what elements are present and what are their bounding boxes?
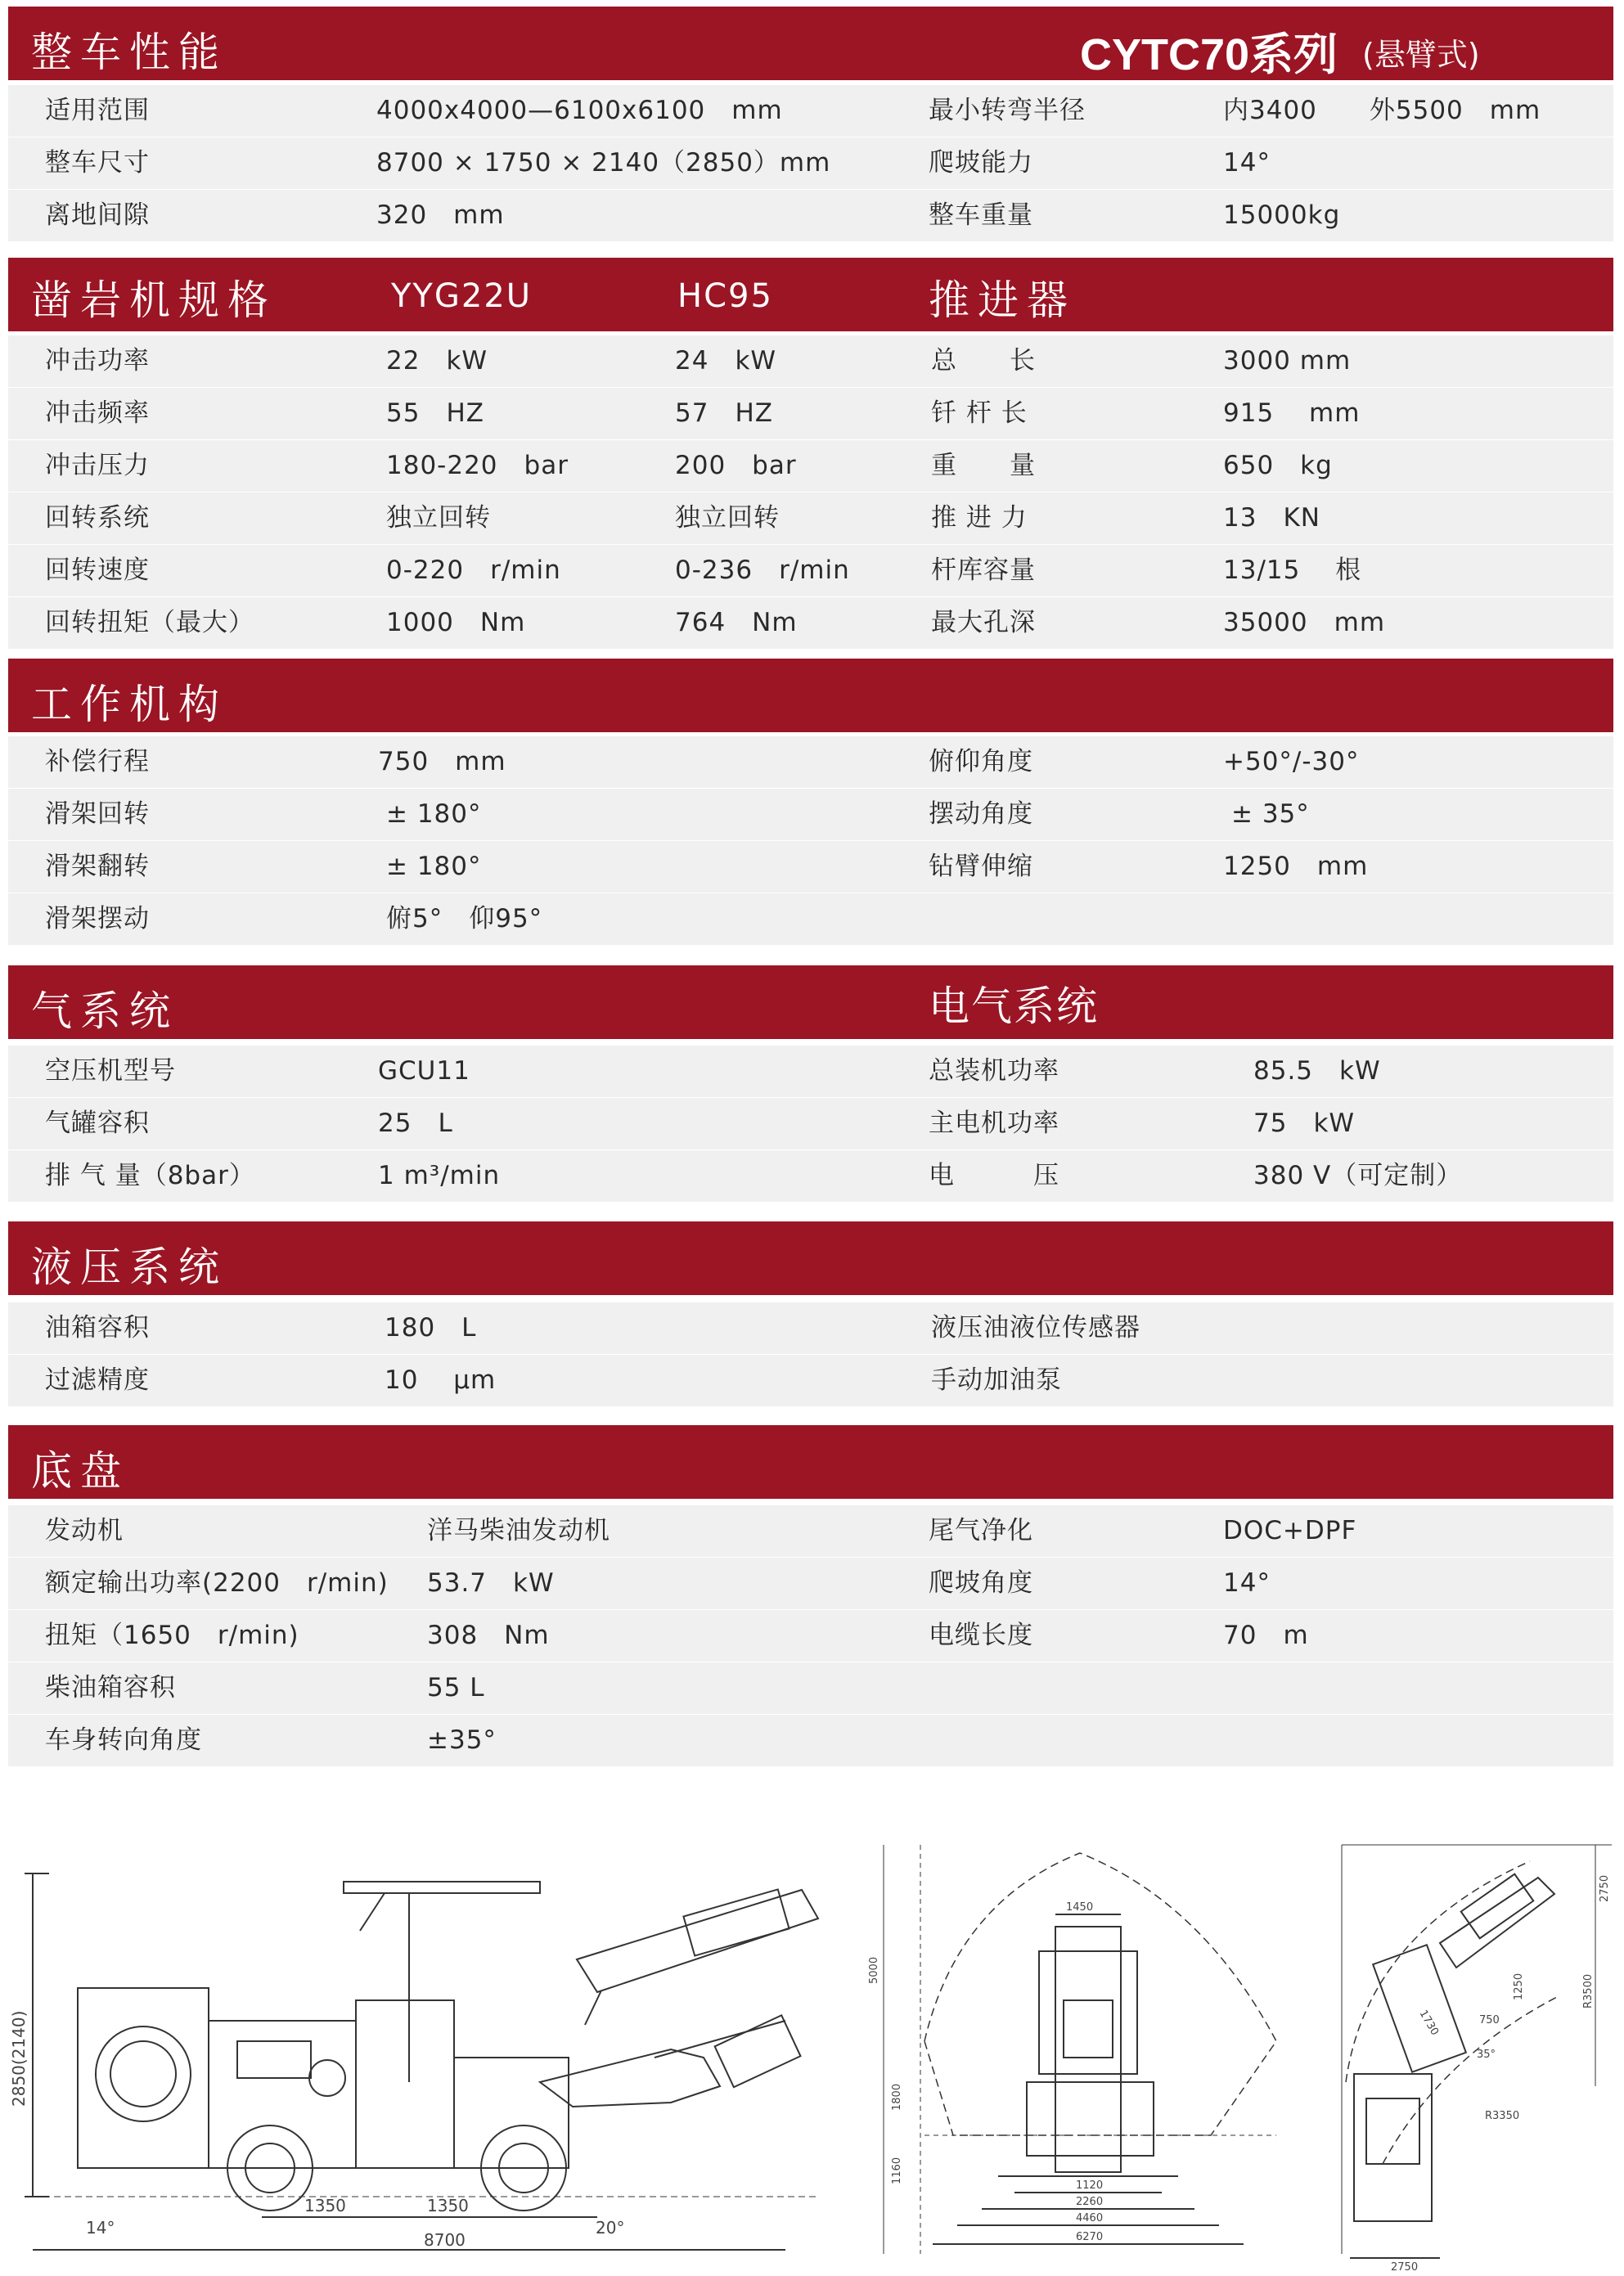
drawing-label: 1250 <box>1513 1972 1525 2000</box>
spec-value: 8700 × 1750 × 2140（2850）mm <box>376 148 831 178</box>
spec-value: 0-220 r/min <box>386 556 561 585</box>
spec-value: 53.7 kW <box>427 1568 555 1598</box>
table-row <box>8 789 1613 841</box>
table-row <box>8 1558 1613 1610</box>
spec-value: 320 mm <box>376 200 505 230</box>
table-row <box>8 137 1613 190</box>
spec-value: 13/15 根 <box>1223 556 1362 585</box>
table-row <box>8 1662 1613 1715</box>
spec-value: 35000 mm <box>1223 608 1386 637</box>
side-view-drawing <box>25 1873 818 2250</box>
drill-spec-table <box>8 335 1613 650</box>
spec-value: 10 μm <box>385 1365 497 1395</box>
spec-value: ±35° <box>427 1725 497 1755</box>
chassis-spec-table <box>8 1505 1613 1767</box>
drawing-label: 1350 <box>304 2196 346 2215</box>
table-row <box>8 1150 1613 1203</box>
table-row <box>8 736 1613 789</box>
drawing-label: 8700 <box>424 2230 466 2250</box>
spec-value: 85.5 kW <box>1253 1056 1381 1086</box>
spec-value: 13 KN <box>1223 503 1320 533</box>
spec-value: 0-236 r/min <box>675 556 850 585</box>
chassis-section-header <box>8 1425 1613 1499</box>
spec-label: 整车重量 <box>929 200 1033 230</box>
spec-label: 杆库容量 <box>931 556 1036 585</box>
table-row <box>8 1610 1613 1662</box>
spec-label: 冲击频率 <box>45 398 150 428</box>
spec-label: 补偿行程 <box>45 747 150 776</box>
air-section-title: 气系统 <box>31 987 178 1035</box>
spec-value: 24 kW <box>675 346 777 376</box>
spec-value: 独立回转 <box>675 503 780 533</box>
spec-label: 柴油箱容积 <box>45 1673 176 1703</box>
drawing-canvas <box>0 1812 1624 2273</box>
table-row <box>8 493 1613 545</box>
drawing-label: 750 <box>1479 2014 1500 2026</box>
chassis-section-title: 底盘 <box>31 1447 129 1495</box>
model-type: (悬臂式) <box>1362 37 1480 73</box>
spec-label: 油箱容积 <box>45 1313 150 1343</box>
vehicle-section-header <box>8 7 1613 80</box>
spec-value: 70 m <box>1223 1621 1309 1650</box>
vehicle-spec-table <box>8 85 1613 242</box>
spec-label: 尾气净化 <box>929 1516 1033 1545</box>
drill-section-header <box>8 258 1613 331</box>
drawing-label: 1350 <box>427 2196 469 2215</box>
spec-label: 整车尺寸 <box>45 148 150 178</box>
spec-value: 25 L <box>378 1109 453 1138</box>
drawing-label: 2850(2140) <box>9 2010 29 2107</box>
spec-value: 俯5° 仰95° <box>386 904 543 933</box>
spec-label: 车身转向角度 <box>45 1725 202 1755</box>
spec-value: GCU11 <box>378 1056 470 1086</box>
hydraulic-spec-table <box>8 1302 1613 1407</box>
feed-section-title: 推进器 <box>929 277 1076 324</box>
table-row <box>8 388 1613 440</box>
spec-value: 15000kg <box>1223 200 1341 230</box>
drawing-label: 4460 <box>1076 2212 1104 2224</box>
spec-value: 55 L <box>427 1673 485 1703</box>
drawing-label: 1160 <box>891 2157 903 2184</box>
hydraulic-section-header <box>8 1221 1613 1295</box>
spec-value: 洋马柴油发动机 <box>427 1516 610 1545</box>
drawing-label: 2750 <box>1391 2261 1419 2273</box>
spec-value: 380 V（可定制） <box>1253 1161 1463 1190</box>
spec-value: 内3400 外5500 mm <box>1223 96 1541 125</box>
spec-label: 过滤精度 <box>45 1365 150 1395</box>
spec-label: 总装机功率 <box>929 1056 1059 1086</box>
spec-value: ± 180° <box>386 852 482 881</box>
drawing-label: 1730 <box>1416 2008 1442 2038</box>
spec-label: 俯仰角度 <box>929 747 1033 776</box>
drawing-label: 14° <box>86 2218 115 2238</box>
spec-value: 57 HZ <box>675 398 773 428</box>
spec-value: 1000 Nm <box>386 608 526 637</box>
spec-label: 爬坡能力 <box>929 148 1033 178</box>
spec-label: 扭矩（1650 r/min) <box>45 1621 299 1650</box>
table-row <box>8 190 1613 242</box>
spec-value: ± 180° <box>386 799 482 829</box>
spec-value: 180 L <box>385 1313 477 1343</box>
spec-label: 钎 杆 长 <box>931 398 1028 428</box>
spec-value: ± 35° <box>1231 799 1310 829</box>
spec-label: 最大孔深 <box>931 608 1036 637</box>
spec-value: 915 mm <box>1223 398 1361 428</box>
spec-label: 发动机 <box>45 1516 124 1545</box>
spec-label: 回转系统 <box>45 503 150 533</box>
spec-label: 爬坡角度 <box>929 1568 1033 1598</box>
spec-value: 764 Nm <box>675 608 798 637</box>
drawing-label: R3350 <box>1485 2110 1520 2122</box>
electric-section-title: 电气系统 <box>929 983 1099 1030</box>
spec-value: DOC+DPF <box>1223 1516 1357 1545</box>
spec-label: 滑架摆动 <box>45 904 150 933</box>
spec-label: 钻臂伸缩 <box>929 852 1033 881</box>
spec-label: 液压油液位传感器 <box>931 1313 1140 1343</box>
spec-value: 4000x4000—6100x6100 mm <box>376 96 783 125</box>
work-section-header <box>8 659 1613 732</box>
table-row <box>8 85 1613 137</box>
spec-label: 推 进 力 <box>931 503 1028 533</box>
table-row <box>8 545 1613 597</box>
drawing-label: 6270 <box>1076 2231 1104 2243</box>
spec-value: 14° <box>1223 1568 1271 1598</box>
hydraulic-section-title: 液压系统 <box>31 1244 227 1291</box>
drill-model-a: YYG22U <box>391 277 533 315</box>
table-row <box>8 1046 1613 1098</box>
spec-value: 650 kg <box>1223 451 1333 480</box>
drawing-label: 1120 <box>1076 2179 1104 2192</box>
drawing-label: 20° <box>596 2218 625 2238</box>
table-row <box>8 1302 1613 1355</box>
spec-value: 1 m³/min <box>378 1161 501 1190</box>
spec-label: 重 量 <box>931 451 1036 480</box>
drawing-label: 1450 <box>1066 1901 1094 1914</box>
vehicle-section-title: 整车性能 <box>31 29 227 76</box>
spec-label: 手动加油泵 <box>931 1365 1062 1395</box>
table-row <box>8 597 1613 650</box>
drawing-label: 35° <box>1477 2049 1496 2061</box>
spec-value: +50°/-30° <box>1223 747 1360 776</box>
drill-section-title: 凿岩机规格 <box>31 277 277 324</box>
drawing-label: 2750 <box>1599 1874 1611 1902</box>
spec-label: 电缆长度 <box>929 1621 1033 1650</box>
table-row <box>8 893 1613 946</box>
table-row <box>8 440 1613 493</box>
drawing-label: 1800 <box>891 2083 903 2111</box>
spec-value: 22 kW <box>386 346 488 376</box>
spec-label: 回转扭矩（最大） <box>45 608 254 637</box>
spec-label: 总 长 <box>931 346 1036 376</box>
spec-label: 回转速度 <box>45 556 150 585</box>
drill-model-b: HC95 <box>677 277 773 315</box>
spec-value: 180-220 bar <box>386 451 569 480</box>
table-row <box>8 335 1613 388</box>
spec-label: 滑架翻转 <box>45 852 150 881</box>
work-section-title: 工作机构 <box>31 681 227 728</box>
spec-label: 适用范围 <box>45 96 150 125</box>
spec-value: 1250 mm <box>1223 852 1369 881</box>
table-row <box>8 1505 1613 1558</box>
spec-value: 独立回转 <box>386 503 491 533</box>
spec-label: 滑架回转 <box>45 799 150 829</box>
table-row <box>8 841 1613 893</box>
spec-value: 200 bar <box>675 451 797 480</box>
spec-label: 离地间隙 <box>45 200 150 230</box>
spec-value: 55 HZ <box>386 398 484 428</box>
work-spec-table <box>8 736 1613 946</box>
spec-value: 14° <box>1223 148 1271 178</box>
drawing-label: 2260 <box>1076 2196 1104 2208</box>
spec-label: 排 气 量（8bar） <box>45 1161 255 1190</box>
air-spec-table <box>8 1046 1613 1203</box>
drawing-label: R3500 <box>1582 1973 1595 2008</box>
technical-drawings <box>0 1812 1624 2273</box>
spec-label: 摆动角度 <box>929 799 1033 829</box>
spec-label: 额定输出功率(2200 r/min) <box>45 1568 389 1598</box>
spec-value: 308 Nm <box>427 1621 550 1650</box>
drawing-label: 5000 <box>868 1956 880 1984</box>
spec-label: 主电机功率 <box>929 1109 1059 1138</box>
spec-label: 最小转弯半径 <box>929 96 1086 125</box>
spec-value: 75 kW <box>1253 1109 1356 1138</box>
spec-label: 电 压 <box>929 1161 1059 1190</box>
spec-label: 冲击压力 <box>45 451 150 480</box>
model-name: CYTC70系列 <box>1080 30 1338 79</box>
spec-value: 3000 mm <box>1223 346 1352 376</box>
air-section-header <box>8 965 1613 1039</box>
spec-value: 750 mm <box>378 747 506 776</box>
spec-label: 气罐容积 <box>45 1109 150 1138</box>
table-row <box>8 1355 1613 1407</box>
table-row <box>8 1098 1613 1150</box>
spec-label: 冲击功率 <box>45 346 150 376</box>
table-row <box>8 1715 1613 1767</box>
spec-label: 空压机型号 <box>45 1056 176 1086</box>
